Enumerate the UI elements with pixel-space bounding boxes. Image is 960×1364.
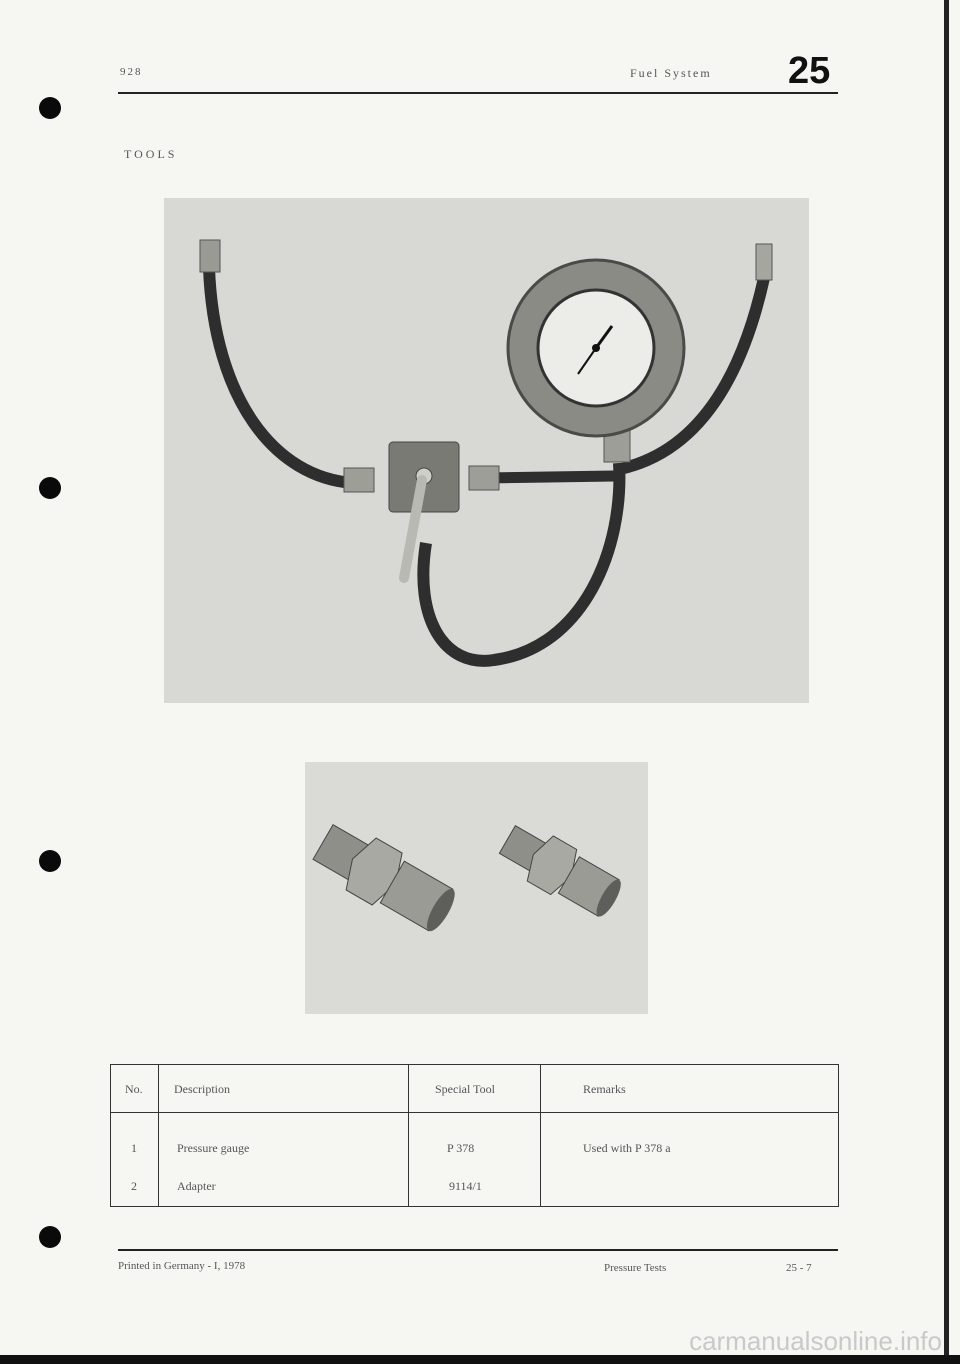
header-rule [118, 92, 838, 94]
page-title: TOOLS [124, 147, 178, 161]
footer-section: Pressure Tests [604, 1262, 667, 1274]
footer-rule [118, 1249, 838, 1251]
row-1-remarks: Used with P 378 a [583, 1141, 671, 1155]
header-section: Fuel System [630, 66, 712, 80]
punch-hole [39, 97, 61, 119]
header-group-number: 25 [788, 50, 831, 92]
row-1-special-tool: P 378 [447, 1141, 475, 1155]
tools-table [110, 1064, 839, 1207]
column-header-remarks: Remarks [583, 1082, 626, 1096]
row-1-no: 1 [131, 1141, 137, 1155]
adapter-photo [305, 762, 648, 1014]
column-header-description: Description [174, 1082, 230, 1096]
table-header-rule [111, 1112, 838, 1113]
page-edge-right [944, 0, 949, 1364]
pressure-gauge-photo [164, 198, 809, 703]
table-divider [540, 1065, 541, 1206]
column-header-special-tool: Special Tool [435, 1082, 495, 1096]
footer-printed: Printed in Germany - I, 1978 [118, 1260, 246, 1272]
row-2-no: 2 [131, 1179, 137, 1193]
punch-hole [39, 477, 61, 499]
watermark-text: carmanualsonline.info [689, 1326, 942, 1356]
table-divider [408, 1065, 409, 1206]
row-2-special-tool: 9114/1 [449, 1179, 482, 1193]
row-1-description: Pressure gauge [177, 1141, 250, 1155]
punch-hole [39, 1226, 61, 1248]
table-divider [158, 1065, 159, 1206]
footer-page-number: 25 - 7 [786, 1262, 812, 1274]
header-model: 928 [120, 66, 143, 78]
punch-hole [39, 850, 61, 872]
row-2-description: Adapter [177, 1179, 216, 1193]
column-header-no: No. [125, 1082, 143, 1096]
